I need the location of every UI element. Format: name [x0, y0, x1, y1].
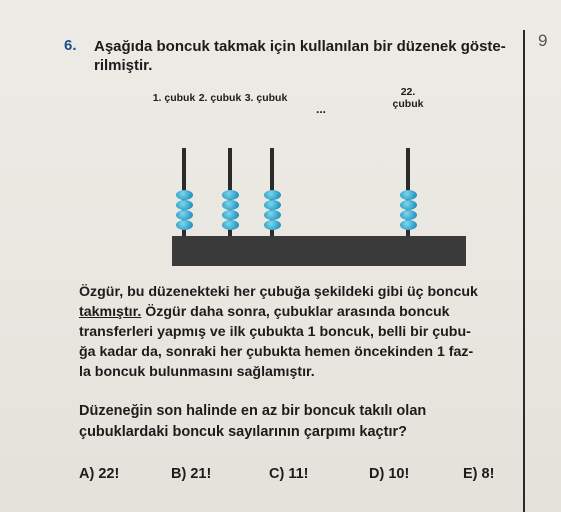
- question-title: Aşağıda boncuk takmak için kullanılan bir düzenek göste-rilmiştir.: [94, 38, 506, 74]
- prompt-line: çubuklardaki boncuk sayılarının çarpımı kaçtır?: [79, 424, 407, 440]
- answer-choices: [79, 466, 519, 488]
- bead: [400, 200, 417, 210]
- paragraph-line: transferleri yapmış ve ilk çubukta 1 boncuk, belli bir çubu-: [79, 324, 471, 340]
- bead: [222, 190, 239, 200]
- bead: [264, 200, 281, 210]
- choice-a[interactable]: A) 22!: [79, 466, 120, 482]
- paragraph-line: [79, 302, 519, 322]
- bead: [176, 200, 193, 210]
- rod-ellipsis: ...: [316, 102, 327, 116]
- bead: [400, 210, 417, 220]
- paragraph-text: Özgür daha sonra, çubuklar arasında boncuk: [141, 304, 450, 320]
- paragraph-line: Özgür, bu düzenekteki her çubuğa şekildeki gibi üç boncuk: [79, 284, 478, 300]
- bead: [176, 190, 193, 200]
- choice-c[interactable]: C) 11!: [269, 466, 309, 482]
- bead: [176, 220, 193, 230]
- bead-apparatus-figure: [120, 82, 440, 272]
- prompt-line: Düzeneğin son halinde en az bir boncuk takılı olan: [79, 403, 427, 419]
- bead: [222, 210, 239, 220]
- question-number: 6.: [64, 37, 77, 54]
- rod-label-3: 3. çubuk: [244, 92, 288, 104]
- choice-e[interactable]: E) 8!: [463, 466, 495, 482]
- paragraph-line: ğa kadar da, sonraki her çubukta hemen öncekinden 1 faz-: [79, 344, 474, 360]
- problem-paragraph: [79, 282, 519, 382]
- bead: [222, 220, 239, 230]
- paragraph-line: la boncuk bulunmasını sağlamıştır.: [79, 364, 315, 380]
- bead: [222, 200, 239, 210]
- underlined-word: takmıştır.: [79, 304, 142, 320]
- bead: [400, 190, 417, 200]
- rod-label-2: 2. çubuk: [198, 92, 242, 104]
- bead: [176, 210, 193, 220]
- bead: [264, 210, 281, 220]
- bead: [400, 220, 417, 230]
- bead: [264, 220, 281, 230]
- choice-d[interactable]: D) 10!: [369, 466, 410, 482]
- page-number: 9: [538, 31, 548, 50]
- bead: [264, 190, 281, 200]
- apparatus-base: [172, 236, 466, 266]
- rod-label-1: 1. çubuk: [152, 92, 196, 104]
- choice-b[interactable]: B) 21!: [171, 466, 212, 482]
- rod-label-22: 22. çubuk: [392, 86, 424, 110]
- margin-rule: [523, 30, 525, 512]
- question-prompt: [79, 401, 519, 443]
